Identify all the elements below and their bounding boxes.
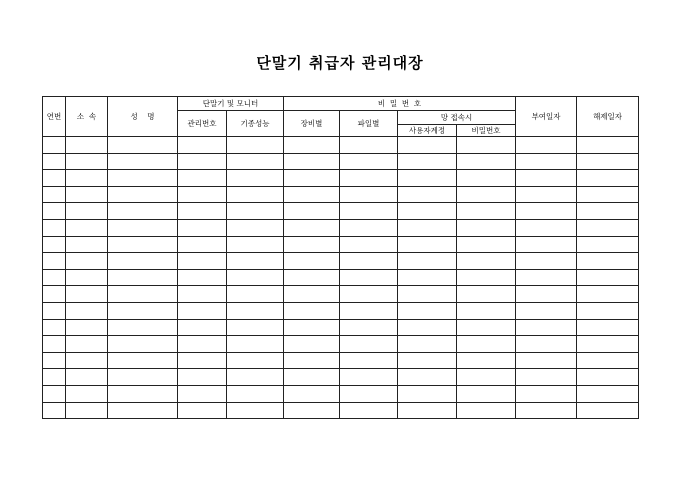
header-password-group: 비 밀 번 호 (284, 97, 516, 111)
table-cell[interactable] (577, 170, 639, 187)
table-cell[interactable] (43, 286, 66, 303)
table-cell[interactable] (284, 402, 340, 419)
table-cell[interactable] (516, 319, 577, 336)
table-cell[interactable] (227, 302, 284, 319)
table-cell[interactable] (178, 153, 227, 170)
table-cell[interactable] (457, 319, 516, 336)
table-cell[interactable] (108, 170, 178, 187)
table-cell[interactable] (577, 302, 639, 319)
table-cell[interactable] (227, 319, 284, 336)
table-row (43, 352, 639, 369)
table-cell[interactable] (284, 269, 340, 286)
table-cell[interactable] (227, 402, 284, 419)
table-cell[interactable] (577, 402, 639, 419)
table-cell[interactable] (108, 153, 178, 170)
table-cell[interactable] (227, 385, 284, 402)
table-cell[interactable] (398, 219, 457, 236)
table-cell[interactable] (178, 253, 227, 270)
table-cell[interactable] (108, 352, 178, 369)
table-cell[interactable] (284, 153, 340, 170)
handler-ledger-table (42, 96, 639, 419)
table-cell[interactable] (178, 402, 227, 419)
table-cell[interactable] (227, 236, 284, 253)
table-row (43, 269, 639, 286)
table-cell[interactable] (340, 302, 398, 319)
table-cell[interactable] (457, 269, 516, 286)
table-cell[interactable] (398, 203, 457, 220)
table-cell[interactable] (66, 219, 108, 236)
table-cell[interactable] (340, 137, 398, 154)
table-row (43, 170, 639, 187)
table-cell[interactable] (457, 186, 516, 203)
table-row (43, 253, 639, 270)
table-cell[interactable] (43, 336, 66, 353)
table-cell[interactable] (457, 286, 516, 303)
table-cell[interactable] (227, 286, 284, 303)
table-cell[interactable] (398, 170, 457, 187)
table-cell[interactable] (398, 153, 457, 170)
table-cell[interactable] (43, 253, 66, 270)
table-cell[interactable] (457, 153, 516, 170)
header-management-no: 관리번호 (178, 111, 227, 137)
table-cell[interactable] (398, 253, 457, 270)
table-cell[interactable] (227, 352, 284, 369)
table-cell[interactable] (66, 203, 108, 220)
table-row (43, 236, 639, 253)
table-cell[interactable] (516, 137, 577, 154)
table-cell[interactable] (398, 369, 457, 386)
table-cell[interactable] (108, 286, 178, 303)
table-row (43, 369, 639, 386)
table-cell[interactable] (398, 302, 457, 319)
table-cell[interactable] (457, 219, 516, 236)
table-cell[interactable] (227, 137, 284, 154)
table-cell[interactable] (398, 236, 457, 253)
table-cell[interactable] (66, 336, 108, 353)
table-cell[interactable] (108, 369, 178, 386)
table-header (43, 97, 639, 137)
table-cell[interactable] (108, 336, 178, 353)
header-per-file: 파일별 (340, 111, 398, 137)
table-cell[interactable] (284, 369, 340, 386)
table-cell[interactable] (66, 153, 108, 170)
table-cell[interactable] (108, 385, 178, 402)
table-cell[interactable] (108, 236, 178, 253)
table-cell[interactable] (516, 269, 577, 286)
table-cell[interactable] (108, 319, 178, 336)
table-cell[interactable] (457, 385, 516, 402)
header-release-date: 해제일자 (577, 97, 639, 137)
table-cell[interactable] (284, 137, 340, 154)
table-cell[interactable] (178, 286, 227, 303)
table-cell[interactable] (178, 269, 227, 286)
table-cell[interactable] (284, 236, 340, 253)
table-cell[interactable] (340, 186, 398, 203)
table-cell[interactable] (284, 286, 340, 303)
table-cell[interactable] (577, 319, 639, 336)
table-cell[interactable] (178, 236, 227, 253)
table-row (43, 385, 639, 402)
table-cell[interactable] (43, 369, 66, 386)
table-cell[interactable] (284, 203, 340, 220)
table-cell[interactable] (340, 203, 398, 220)
table-cell[interactable] (577, 369, 639, 386)
table-row (43, 286, 639, 303)
table-cell[interactable] (108, 219, 178, 236)
header-name: 성 명 (108, 97, 178, 137)
table-cell[interactable] (398, 137, 457, 154)
table-cell[interactable] (284, 186, 340, 203)
table-cell[interactable] (516, 153, 577, 170)
table-cell[interactable] (43, 203, 66, 220)
table-cell[interactable] (178, 336, 227, 353)
table-cell[interactable] (284, 170, 340, 187)
table-cell[interactable] (577, 286, 639, 303)
table-cell[interactable] (178, 352, 227, 369)
table-cell[interactable] (43, 319, 66, 336)
table-cell[interactable] (43, 402, 66, 419)
table-cell[interactable] (398, 385, 457, 402)
table-cell[interactable] (457, 236, 516, 253)
table-cell[interactable] (108, 203, 178, 220)
table-cell[interactable] (66, 236, 108, 253)
table-cell[interactable] (340, 253, 398, 270)
table-cell[interactable] (340, 402, 398, 419)
table-cell[interactable] (66, 253, 108, 270)
table-cell[interactable] (284, 336, 340, 353)
table-cell[interactable] (43, 137, 66, 154)
table-cell[interactable] (340, 319, 398, 336)
table-cell[interactable] (457, 170, 516, 187)
table-cell[interactable] (227, 153, 284, 170)
table-cell[interactable] (340, 369, 398, 386)
table-cell[interactable] (457, 352, 516, 369)
header-remote-access: 망 접속시 (398, 111, 516, 125)
table-cell[interactable] (457, 369, 516, 386)
table-cell[interactable] (66, 385, 108, 402)
table-cell[interactable] (577, 236, 639, 253)
table-cell[interactable] (66, 352, 108, 369)
table-cell[interactable] (43, 385, 66, 402)
table-cell[interactable] (398, 336, 457, 353)
table-cell[interactable] (108, 186, 178, 203)
table-cell[interactable] (577, 219, 639, 236)
table-cell[interactable] (457, 402, 516, 419)
table-cell[interactable] (577, 137, 639, 154)
table-cell[interactable] (340, 153, 398, 170)
table-cell[interactable] (227, 336, 284, 353)
table-cell[interactable] (66, 170, 108, 187)
table-cell[interactable] (66, 137, 108, 154)
table-cell[interactable] (340, 236, 398, 253)
table-cell[interactable] (108, 402, 178, 419)
table-cell[interactable] (178, 302, 227, 319)
table-cell[interactable] (66, 269, 108, 286)
table-cell[interactable] (108, 269, 178, 286)
header-per-device: 장비별 (284, 111, 340, 137)
table-cell[interactable] (43, 352, 66, 369)
header-user-account: 사용자계정 (398, 125, 457, 137)
table-cell[interactable] (284, 253, 340, 270)
table-cell[interactable] (227, 269, 284, 286)
table-cell[interactable] (577, 352, 639, 369)
table-cell[interactable] (457, 253, 516, 270)
table-cell[interactable] (516, 253, 577, 270)
table-cell[interactable] (227, 369, 284, 386)
table-cell[interactable] (516, 352, 577, 369)
table-cell[interactable] (398, 319, 457, 336)
table-row (43, 186, 639, 203)
table-cell[interactable] (457, 302, 516, 319)
table-cell[interactable] (398, 352, 457, 369)
table-cell[interactable] (178, 203, 227, 220)
table-cell[interactable] (516, 402, 577, 419)
header-access-password: 비밀번호 (457, 125, 516, 137)
table-cell[interactable] (284, 352, 340, 369)
table-cell[interactable] (577, 153, 639, 170)
table-cell[interactable] (340, 352, 398, 369)
table-cell[interactable] (284, 319, 340, 336)
table-row (43, 302, 639, 319)
table-cell[interactable] (457, 203, 516, 220)
table-cell[interactable] (516, 302, 577, 319)
table-cell[interactable] (178, 170, 227, 187)
table-cell[interactable] (43, 236, 66, 253)
header-terminal-group: 단말기 및 모니터 (178, 97, 284, 111)
table-cell[interactable] (66, 369, 108, 386)
table-row (43, 219, 639, 236)
table-cell[interactable] (43, 186, 66, 203)
table-cell[interactable] (340, 385, 398, 402)
table-cell[interactable] (516, 369, 577, 386)
table-cell[interactable] (178, 369, 227, 386)
table-cell[interactable] (178, 137, 227, 154)
table-cell[interactable] (516, 286, 577, 303)
table-cell[interactable] (43, 153, 66, 170)
table-row (43, 319, 639, 336)
table-cell[interactable] (577, 269, 639, 286)
table-cell[interactable] (398, 286, 457, 303)
table-cell[interactable] (284, 219, 340, 236)
document-title: 단말기 취급자 관리대장 (256, 54, 424, 72)
header-grant-date: 부여일자 (516, 97, 577, 137)
table-cell[interactable] (43, 219, 66, 236)
table-cell[interactable] (398, 402, 457, 419)
table-cell[interactable] (516, 170, 577, 187)
table-cell[interactable] (577, 203, 639, 220)
table-cell[interactable] (516, 385, 577, 402)
table-cell[interactable] (516, 336, 577, 353)
table-cell[interactable] (577, 253, 639, 270)
header-serial-no: 연번 (43, 97, 66, 137)
table-cell[interactable] (66, 286, 108, 303)
table-cell[interactable] (178, 219, 227, 236)
table-cell[interactable] (66, 402, 108, 419)
table-cell[interactable] (516, 236, 577, 253)
table-cell[interactable] (284, 302, 340, 319)
table-cell[interactable] (178, 385, 227, 402)
table-cell[interactable] (398, 269, 457, 286)
table-cell[interactable] (340, 269, 398, 286)
table-cell[interactable] (457, 336, 516, 353)
header-model-performance: 기종성능 (227, 111, 284, 137)
table-cell[interactable] (227, 186, 284, 203)
table-cell[interactable] (108, 253, 178, 270)
table-cell[interactable] (227, 170, 284, 187)
table-cell[interactable] (66, 186, 108, 203)
table-cell[interactable] (108, 137, 178, 154)
table-cell[interactable] (178, 319, 227, 336)
table-cell[interactable] (340, 336, 398, 353)
table-cell[interactable] (577, 336, 639, 353)
table-cell[interactable] (457, 137, 516, 154)
table-row (43, 137, 639, 154)
table-cell[interactable] (577, 385, 639, 402)
table-cell[interactable] (516, 186, 577, 203)
table-cell[interactable] (577, 186, 639, 203)
table-cell[interactable] (43, 269, 66, 286)
table-cell[interactable] (66, 319, 108, 336)
table-cell[interactable] (66, 302, 108, 319)
header-affiliation: 소 속 (66, 97, 108, 137)
table-row (43, 336, 639, 353)
table-cell[interactable] (43, 302, 66, 319)
table-cell[interactable] (398, 186, 457, 203)
table-body (43, 137, 639, 419)
table-row (43, 203, 639, 220)
table-cell[interactable] (340, 170, 398, 187)
table-cell[interactable] (340, 286, 398, 303)
table-cell[interactable] (43, 170, 66, 187)
table-cell[interactable] (516, 219, 577, 236)
table-row (43, 402, 639, 419)
table-cell[interactable] (340, 219, 398, 236)
table-cell[interactable] (108, 302, 178, 319)
table-cell[interactable] (284, 385, 340, 402)
table-row (43, 153, 639, 170)
table-cell[interactable] (516, 203, 577, 220)
table-cell[interactable] (227, 203, 284, 220)
table-cell[interactable] (227, 219, 284, 236)
table-cell[interactable] (178, 186, 227, 203)
table-cell[interactable] (227, 253, 284, 270)
